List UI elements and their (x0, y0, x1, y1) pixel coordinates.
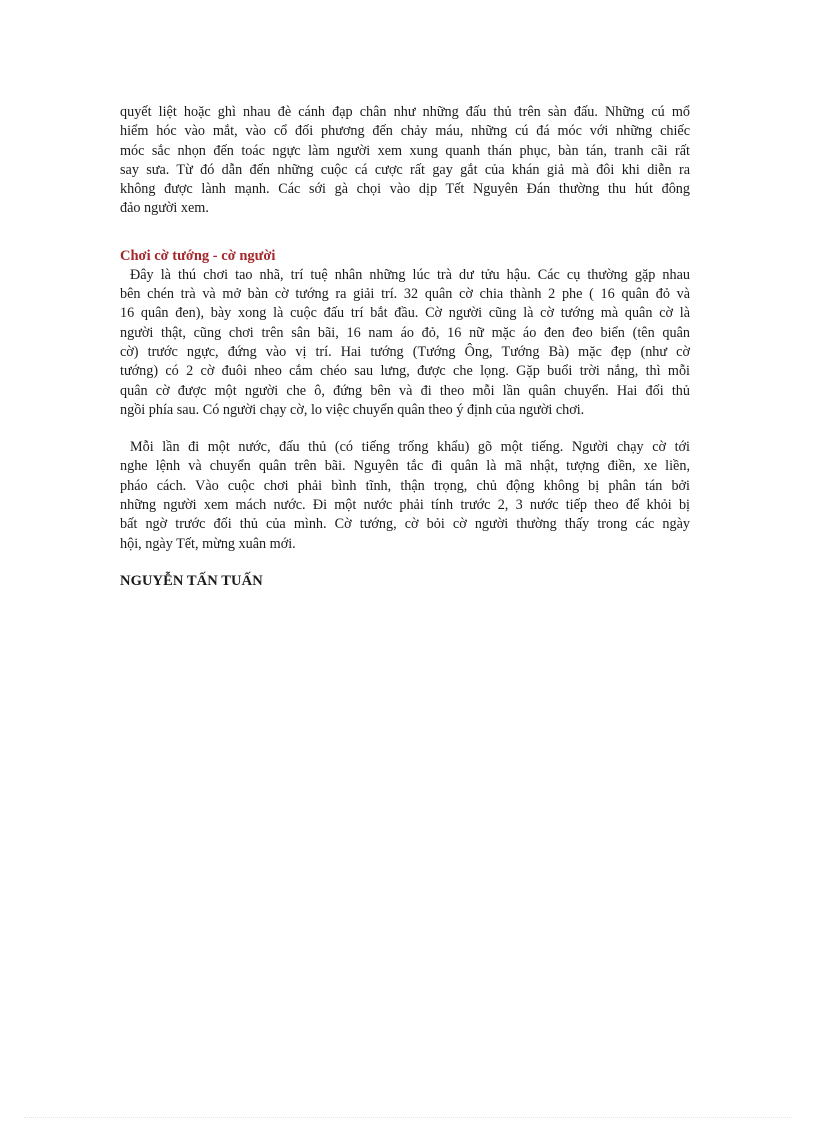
text-line: hội, ngày Tết, mừng xuân mới. (120, 535, 296, 552)
text-line: quyết liệt hoặc ghì nhau đè cánh đạp chân như những đấu thủ trên sàn đấu. Những cú mổ (120, 104, 690, 120)
text-line: bất ngờ trước đối thủ của mình. Cờ tướng, cờ bỏi cờ người thường thấy trong các ngày (120, 516, 690, 533)
text-line: Mỗi lần đi một nước, đấu thủ (có tiếng trống khẩu) gõ một tiếng. Người chạy cờ tới (130, 439, 690, 456)
text-line: quân cờ được một người che ô, đứng bên và đi theo mỗi lần quân chuyển. Hai đối thủ (120, 382, 690, 399)
paragraph-gap (120, 420, 690, 438)
intro-paragraph (120, 103, 690, 219)
document-page (120, 103, 690, 590)
text-line: người thật, cũng chơi trên sân bãi, 16 nam áo đỏ, 16 nữ mặc áo đen đeo biển (tên quân (120, 324, 690, 341)
text-line: không được lành mạnh. Các sới gà chọi vào dịp Tết Nguyên Đán thường thu hút đông (120, 181, 690, 198)
text-line: cờ) trước ngực, đứng vào vị trí. Hai tướng (Tướng Ông, Tướng Bà) mặc đẹp (như cờ (120, 343, 690, 360)
text-line: pháo cách. Vào cuộc chơi phải bình tĩnh, thận trọng, chủ động không bị phân tán bởi (120, 477, 690, 494)
text-line: ngồi phía sau. Có người chạy cờ, lo việc chuyển quân theo ý định của người chơi. (120, 401, 585, 418)
text-line: say sưa. Từ đó dẫn đến những cuộc cá cược rất gay gắt của khán giả mà đôi khi diễn ra (120, 161, 690, 178)
text-line: những người xem mách nước. Đi một nước phải tính trước 2, 3 nước tiếp theo để khỏi bị (120, 497, 690, 514)
text-line: bên chén trà và mở bàn cờ tướng ra giải trí. 32 quân cờ chia thành 2 phe ( 16 quân đỏ và (120, 286, 690, 303)
text-line: Đây là thú chơi tao nhã, trí tuệ nhân những lúc trà dư tửu hậu. Các cụ thường gặp nhau (130, 266, 690, 283)
body-paragraph-2 (120, 438, 690, 554)
section-heading: Chơi cờ tướng - cờ người (120, 247, 276, 264)
text-line: tướng) có 2 cờ đuôi nheo cắm chéo sau lưng, được che lọng. Gặp buổi trời nắng, thì mỗi (120, 363, 690, 380)
text-line: nghe lệnh và chuyển quân trên bãi. Nguyên tắc đi quân là mã nhật, tượng điền, xe liền, (120, 458, 690, 475)
text-line: 16 quân đen), bày xong là cuộc đấu trí bắt đầu. Cờ người cũng là cờ tướng mà quân cờ là (120, 305, 690, 322)
text-line: móc sắc nhọn đến toác ngực làm người xem xung quanh thán phục, bàn tán, tranh cãi rất (120, 142, 690, 159)
text-line: hiểm hóc vào mắt, vào cổ đối phương đến chảy máu, những cú đá móc với những chiếc (120, 123, 690, 140)
page-bottom-border (24, 1117, 792, 1118)
body-paragraph-1 (120, 266, 690, 420)
author-name: NGUYỄN TẤN TUẤN (120, 572, 263, 589)
text-line: đảo người xem. (120, 200, 209, 217)
